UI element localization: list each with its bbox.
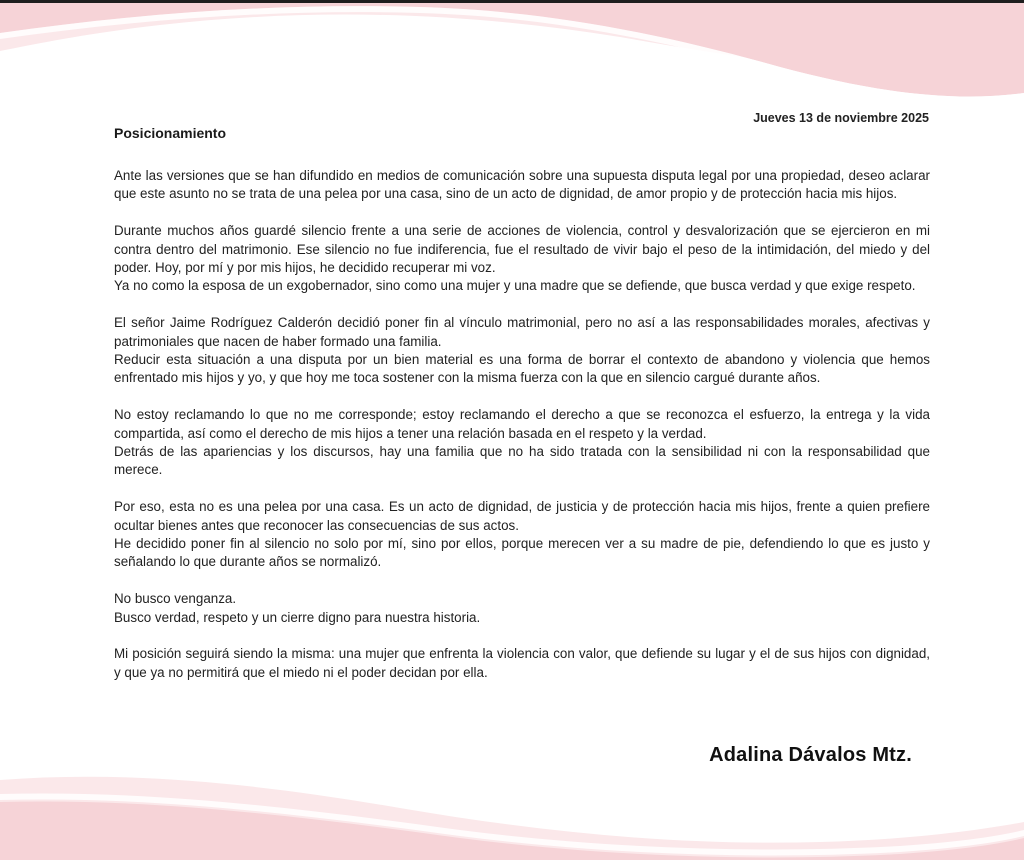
- paragraph-reduce-situation: Reducir esta situación a una disputa por un bien material es una forma de borrar el contexto de abandono y violencia que hemos enfrentado mis hijos y yo, y que hoy me toca sostener con la misma fuerza con la que en silencio cargué durante años.: [114, 352, 930, 386]
- document-date: Jueves 13 de noviembre 2025: [753, 111, 929, 125]
- decorative-top-wave: [0, 3, 1024, 113]
- paragraph-marriage-end: El señor Jaime Rodríguez Calderón decidió poner fin al vínculo matrimonial, pero no así a las responsabilidades morales, afectivas y patrimoniales que nacen de haber formado una familia.: [114, 315, 930, 349]
- document-title: Posicionamiento: [114, 125, 227, 141]
- paragraph-no-revenge: No busco venganza.: [114, 591, 237, 607]
- paragraph-not-a-house: Por eso, esta no es una pelea por una casa. Es un acto de dignidad, de justicia y de protección hacia mis hijos, frente a quien prefiere ocultar bienes antes que reconocer las consecuencias de sus actos.: [114, 499, 930, 533]
- paragraph-end-silence: He decidido poner fin al silencio no solo por mí, sino por ellos, porque merecen ver a su madre de pie, defendiendo lo que es justo y señalando lo que durante años se normalizó.: [114, 536, 930, 570]
- paragraph-not-as-wife: Ya no como la esposa de un exgobernador, sino como una mujer y una madre que se defiende, que busca verdad y que exige respeto.: [114, 278, 916, 294]
- paragraph-position: Mi posición seguirá siendo la misma: una mujer que enfrenta la violencia con valor, que defiende su lugar y el de sus hijos con dignidad, y que ya no permitirá que el miedo ni el poder decidan por ella.: [114, 646, 930, 680]
- signature: Adalina Dávalos Mtz.: [709, 744, 912, 766]
- paragraph-silence: Durante muchos años guardé silencio frente a una serie de acciones de violencia, control y desvalorización que se ejercieron en mi contra dentro del matrimonio. Ese silencio no fue indiferencia, fue el resultado de vivir bajo el peso de la intimidación, del miedo y del poder. Hoy, por mí y por mis hijos, he decidido recuperar mi voz.: [114, 223, 930, 276]
- document-body: [114, 167, 930, 701]
- paragraph-intro: Ante las versiones que se han difundido en medios de comunicación sobre una supuesta disputa legal por una propiedad, deseo aclarar que este asunto no se trata de una pelea por una casa, sino de un acto de dignidad, de amor propio y de protección hacia mis hijos.: [114, 168, 930, 202]
- paragraph-appearances: Detrás de las apariencias y los discursos, hay una familia que no ha sido tratada con la sensibilidad ni con la responsabilidad que merece.: [114, 444, 930, 478]
- paragraph-seek-truth: Busco verdad, respeto y un cierre digno para nuestra historia.: [114, 609, 481, 625]
- paragraph-not-claiming: No estoy reclamando lo que no me corresponde; estoy reclamando el derecho a que se reconozca el esfuerzo, la entrega y la vida compartida, así como el derecho de mis hijos a tener una relación basada en el respeto y la verdad.: [114, 407, 930, 441]
